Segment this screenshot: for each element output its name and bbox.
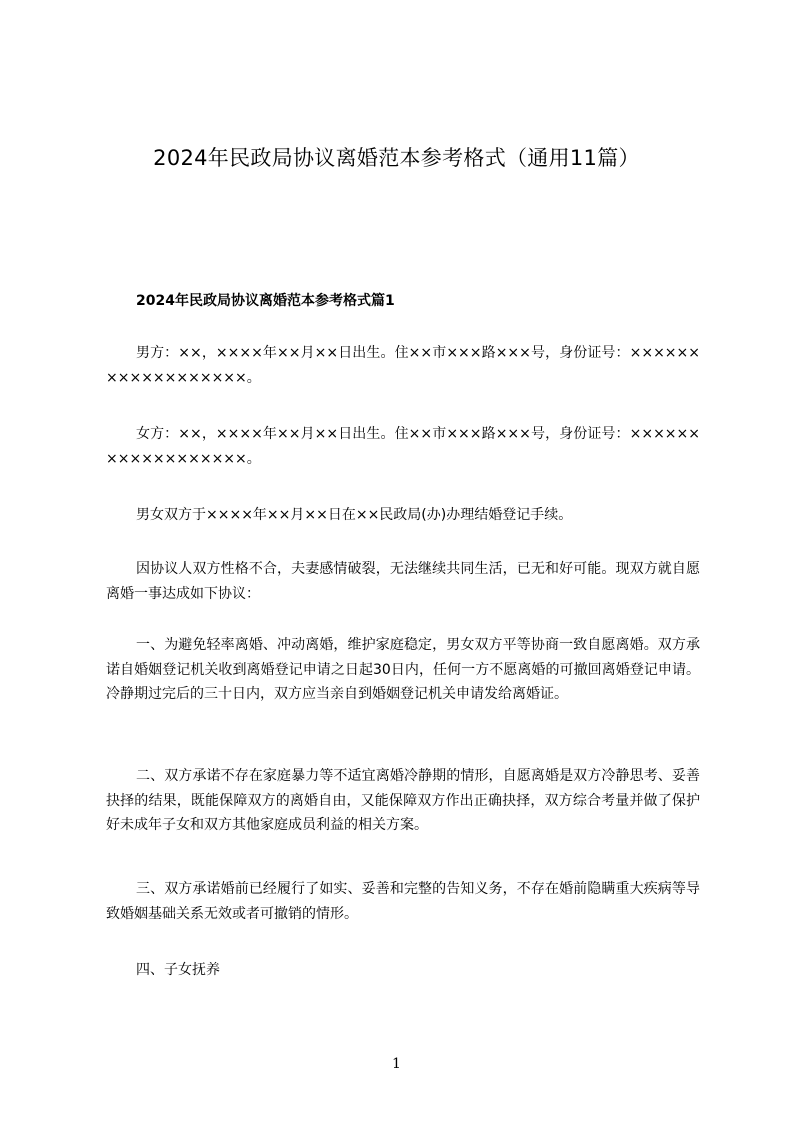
document-title: 2024年民政局协议离婚范本参考格式（通用11篇）	[153, 146, 640, 170]
paragraph-wife-info: 女方：××，××××年××月××日出生。住××市×××路×××号，身份证号：××××××××××××××××××。	[106, 426, 700, 467]
section-heading: 2024年民政局协议离婚范本参考格式篇1	[136, 293, 395, 309]
paragraph-clause-four-heading: 四、子女抚养	[136, 962, 220, 978]
paragraph-clause-one: 一、为避免轻率离婚、冲动离婚，维护家庭稳定，男女双方平等协商一致自愿离婚。双方承诺自婚姻登记机关收到离婚登记申请之日起30日内，任何一方不愿离婚的可撤回离婚登记申请。冷静期过完后的三十日内，双方应当亲自到婚姻登记机关申请发给离婚证。	[106, 637, 700, 702]
paragraph-clause-three: 三、双方承诺婚前已经履行了如实、妥善和完整的告知义务，不存在婚前隐瞒重大疾病等导致婚姻基础关系无效或者可撤销的情形。	[106, 881, 700, 922]
paragraph-husband-info: 男方：××，××××年××月××日出生。住××市×××路×××号，身份证号：××××××××××××××××××。	[106, 345, 700, 386]
paragraph-clause-two: 二、双方承诺不存在家庭暴力等不适宜离婚冷静期的情形，自愿离婚是双方冷静思考、妥善抉择的结果，既能保障双方的离婚自由，又能保障双方作出正确抉择，双方综合考量并做了保护好未成年子女和双方其他家庭成员利益的相关方案。	[106, 768, 700, 833]
paragraph-divorce-reason: 因协议人双方性格不合，夫妻感情破裂，无法继续共同生活，已无和好可能。现双方就自愿离婚一事达成如下协议：	[106, 561, 700, 602]
page-number: 1	[392, 1056, 401, 1072]
paragraph-marriage-registration: 男女双方于××××年××月××日在××民政局(办)办理结婚登记手续。	[136, 507, 573, 523]
